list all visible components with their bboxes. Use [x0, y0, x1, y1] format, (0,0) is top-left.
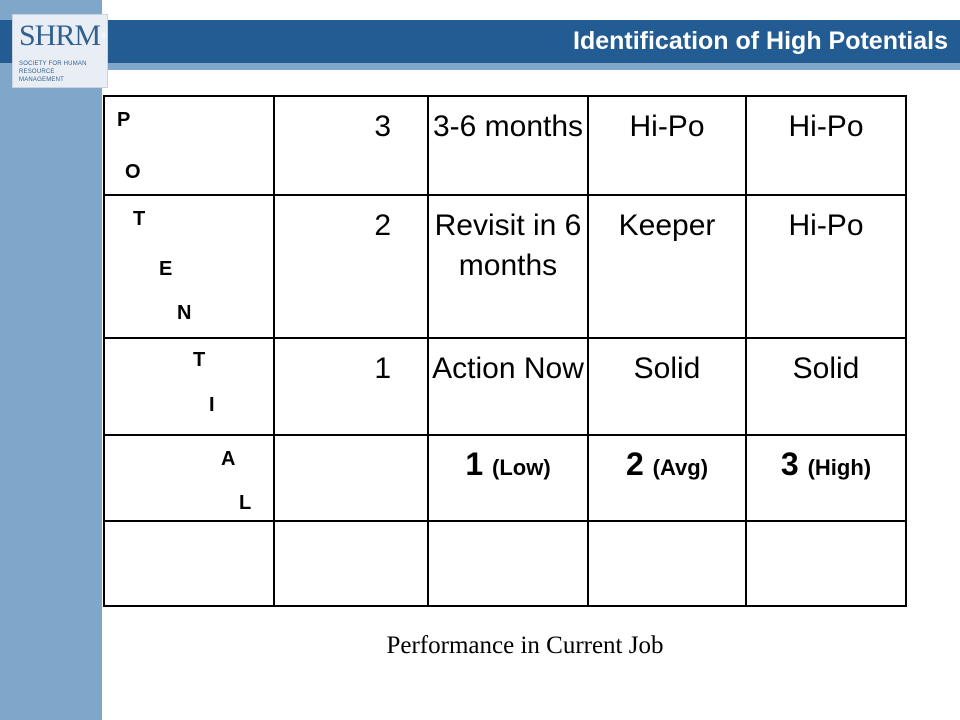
level-number: 1 [465, 446, 484, 482]
potential-score: 3 [274, 96, 428, 195]
action-cell: Action Now [428, 338, 588, 435]
table-row [104, 435, 906, 521]
shrm-logo [12, 14, 108, 88]
level-label: (High) [807, 455, 872, 480]
performance-level [746, 435, 906, 521]
empty-cell [588, 521, 746, 606]
table-row [104, 521, 906, 606]
axis-cell [104, 96, 274, 195]
empty-cell [274, 435, 428, 521]
empty-cell [746, 521, 906, 606]
level-number: 2 [625, 446, 644, 482]
empty-cell [428, 521, 588, 606]
rating-cell: Keeper [588, 195, 746, 338]
action-cell: Revisit in 6 months [428, 195, 588, 338]
level-label: (Avg) [652, 455, 709, 480]
x-axis-caption: Performance in Current Job [386, 632, 664, 659]
axis-letter: P [117, 109, 131, 131]
rating-cell: Hi-Po [588, 96, 746, 195]
performance-level [428, 435, 588, 521]
axis-letter: A [221, 448, 236, 470]
table-row [104, 195, 906, 338]
axis-cell [104, 435, 274, 521]
empty-cell [274, 521, 428, 606]
axis-letter: T [133, 208, 146, 230]
potential-score: 2 [274, 195, 428, 338]
rating-cell: Hi-Po [746, 96, 906, 195]
axis-letter: N [177, 302, 192, 324]
logo-wordmark: SHRM [19, 19, 101, 52]
empty-cell [104, 521, 274, 606]
axis-letter: L [239, 492, 252, 514]
left-decorative-band [0, 0, 102, 720]
header-accent-strip [0, 63, 960, 70]
logo-line-2: RESOURCE MANAGEMENT [19, 69, 65, 83]
logo-line-1: SOCIETY FOR HUMAN [19, 61, 87, 67]
axis-letter: E [159, 258, 173, 280]
axis-letter: I [209, 394, 215, 416]
logo-registered-mark: ® [101, 31, 107, 40]
axis-cell [104, 338, 274, 435]
axis-cell [104, 195, 274, 338]
action-cell: 3-6 months [428, 96, 588, 195]
table-row [104, 338, 906, 435]
performance-level [588, 435, 746, 521]
rating-cell: Solid [588, 338, 746, 435]
rating-cell: Hi-Po [746, 195, 906, 338]
potential-performance-grid [103, 95, 907, 607]
rating-cell: Solid [746, 338, 906, 435]
axis-letter: O [125, 161, 141, 183]
level-number: 3 [780, 446, 799, 482]
table-row [104, 96, 906, 195]
potential-score: 1 [274, 338, 428, 435]
axis-letter: T [193, 349, 206, 371]
slide-title: Identification of High Potentials [573, 27, 948, 55]
level-label: (Low) [492, 455, 551, 480]
